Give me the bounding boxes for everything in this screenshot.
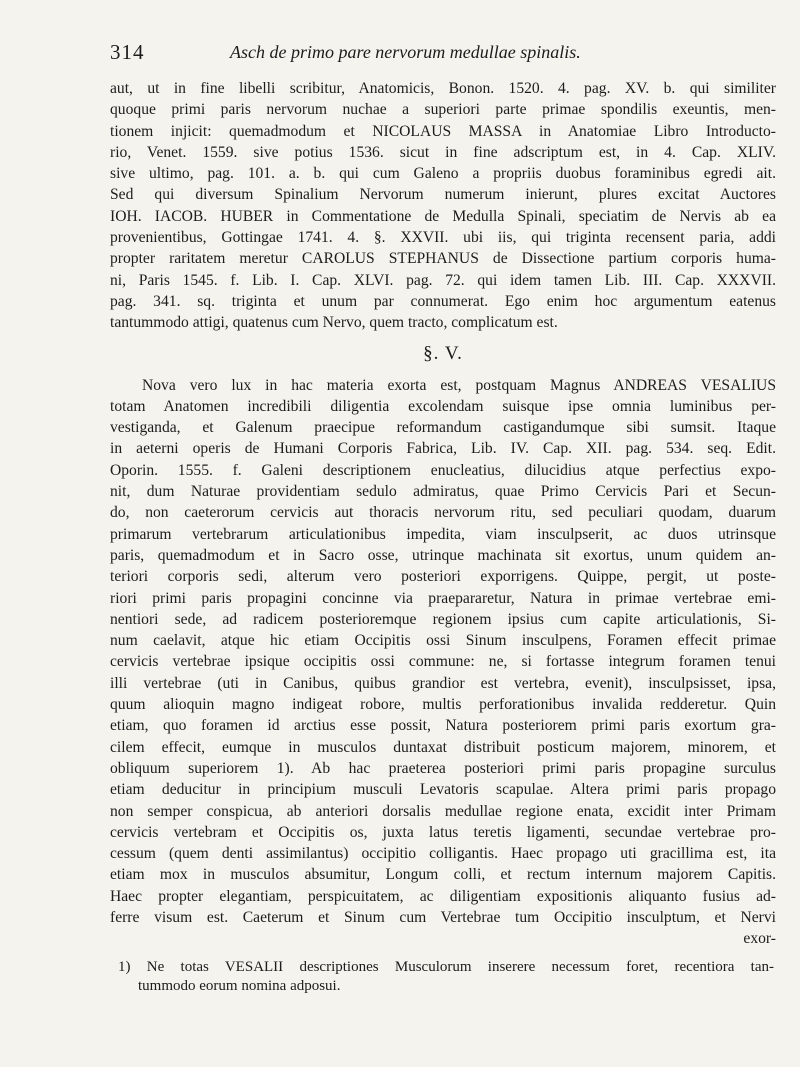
text-line: etiam mox in musculos absumitur, Longum colli, et rectum internum majorem Capitis. [110, 866, 776, 884]
text-line: totam Anatomen incredibili diligentia excolendam suisque ipse omnia luminibus per- [110, 397, 776, 415]
section-heading: §. V. [423, 342, 463, 364]
footnote-line: tummodo eorum nomina adposui. [138, 978, 341, 994]
text-line: nentiori sede, ad radicem posterioremque regionem ipsius cum capite articulationis, Si- [110, 610, 776, 628]
text-line: quum alioquin magno indigeat robore, multis perforationibus invalida redderetur. Quin [110, 696, 776, 714]
footnote-line: 1) Ne totas VESALII descriptiones Musculorum inserere necessum foret, recentiora tan- [118, 959, 774, 975]
text-line: in aeterni operis de Humani Corporis Fabrica, Lib. IV. Cap. XII. pag. 534. seq. Edit. [110, 440, 776, 458]
text-line: riori primi paris propagini concinne via praepararetur, Natura in primae vertebrae emi- [110, 589, 776, 607]
footnote [118, 958, 774, 996]
text-line: provenientibus, Gottingae 1741. 4. §. XXVII. ubi iis, qui triginta recensent paria, addi [110, 229, 776, 247]
running-head [110, 40, 770, 70]
text-line: primarum vertebrarum articulationibus impedita, viam insculpserit, ac duos utrinsque [110, 525, 776, 543]
text-line: cilem effecit, eumque in musculos duntaxat distribuit posticum majorem, minorem, et [110, 738, 776, 756]
text-line: cervicis vertebrae ipsique occipitis ossi commune: ne, si fortasse integrum foramen tenui [110, 653, 776, 671]
text-line: IOH. IACOB. HUBER in Commentatione de Medulla Spinali, speciatim de Nervis ab ea [110, 207, 776, 225]
text-line: rio, Venet. 1559. sive potius 1536. sicut in fine adscriptum est, in 4. Cap. XLIV. [110, 143, 776, 161]
text-line: non semper conspicua, ab anteriori dorsalis medullae regione enata, excidit inter Primam [110, 802, 776, 820]
text-line: etiam, quo foramen id arctius esse possit, Natura posteriorem primi paris exortum gra- [110, 717, 776, 735]
body-text [110, 78, 776, 950]
text-line: quoque primi paris nervorum nuchae a superiori parte primae spondilis exeuntis, men- [110, 101, 776, 119]
paragraph-2 [110, 375, 776, 929]
text-line: vestiganda, et Galenum praecipue reformandum castigandumque sibi sumsit. Itaque [110, 419, 776, 437]
text-line: ferre visum est. Caeterum et Sinum cum Vertebrae tum Occipitio insculptum, et Nervi [110, 908, 776, 926]
text-line: obliquum superiorem 1). Ab hac praeterea posteriori primi paris propagine surculus [110, 759, 776, 777]
text-line: Haec propter elegantiam, perspicuitatem, ac diligentiam expositionis aliquanto fusius ad- [110, 887, 776, 905]
text-line: cervicis vertebram et Occipitis os, juxta latus teretis ligamenti, secundae vertebrae pro- [110, 823, 776, 841]
text-line: propter raritatem meretur CAROLUS STEPHANUS de Dissectione partium corporis huma- [110, 250, 776, 268]
paragraph-1 [110, 78, 776, 334]
text-line: Nova vero lux in hac materia exorta est, postquam Magnus ANDREAS VESALIUS [142, 376, 776, 394]
text-line: Oporin. 1555. f. Galeni descriptionem enucleatius, dilucidius atque perfectius expo- [110, 461, 776, 479]
text-line: teriori corporis sedi, alterum vero posteriori exporrigens. Quippe, pergit, ut poste- [110, 568, 776, 586]
catchword: exor- [743, 930, 776, 948]
text-line: ni, Paris 1545. f. Lib. I. Cap. XLVI. pag. 72. qui idem tamen Lib. III. Cap. XXXVII. [110, 271, 776, 289]
text-line: pag. 341. sq. triginta et unum par connumerat. Ego enim hoc argumentum eatenus [110, 292, 776, 310]
text-line: nit, dum Naturae providentiam sedulo admiratus, quae Primo Cervicis Pari et Secun- [110, 483, 776, 501]
page-number: 314 [110, 40, 145, 64]
text-line: do, non caeterorum cervicis aut thoracis nervorum ritu, sed peculiari quodam, duarum [110, 504, 776, 522]
text-line: Sed qui diversum Spinalium Nervorum numerum inierunt, plures excitat Auctores [110, 186, 776, 204]
text-line: paris, quemadmodum et in Sacro osse, utrinque machinata sit exortus, unum quidem an- [110, 546, 776, 564]
text-line: sive ultimo, pag. 101. a. b. qui cum Galeno a propriis duobus foraminibus egredi ait. [110, 165, 776, 183]
text-line: aut, ut in fine libelli scribitur, Anatomicis, Bonon. 1520. 4. pag. XV. b. qui similiter [110, 80, 776, 97]
text-line: tantummodo attigi, quatenus cum Nervo, quem tracto, complicatum est. [110, 314, 558, 332]
running-title: Asch de primo pare nervorum medullae spinalis. [230, 42, 581, 62]
text-line: num caelavit, atque hic etiam Occipitis ossi Sinum insculpens, Foramen effecit primae [110, 632, 776, 650]
text-line: etiam deducitur in principium musculi Levatoris scapulae. Altera primi paris propago [110, 781, 776, 799]
text-line: illi vertebrae (uti in Canibus, quibus grandior est vertebra, evenit), insculpsisset, ipsa, [110, 674, 776, 692]
text-line: tionem injicit: quemadmodum et NICOLAUS MASSA in Anatomiae Libro Introducto- [110, 122, 776, 140]
text-line: cessum (quem denti assimilantus) occipitio colligantis. Haec propago uti gracillima est, ita [110, 845, 776, 863]
